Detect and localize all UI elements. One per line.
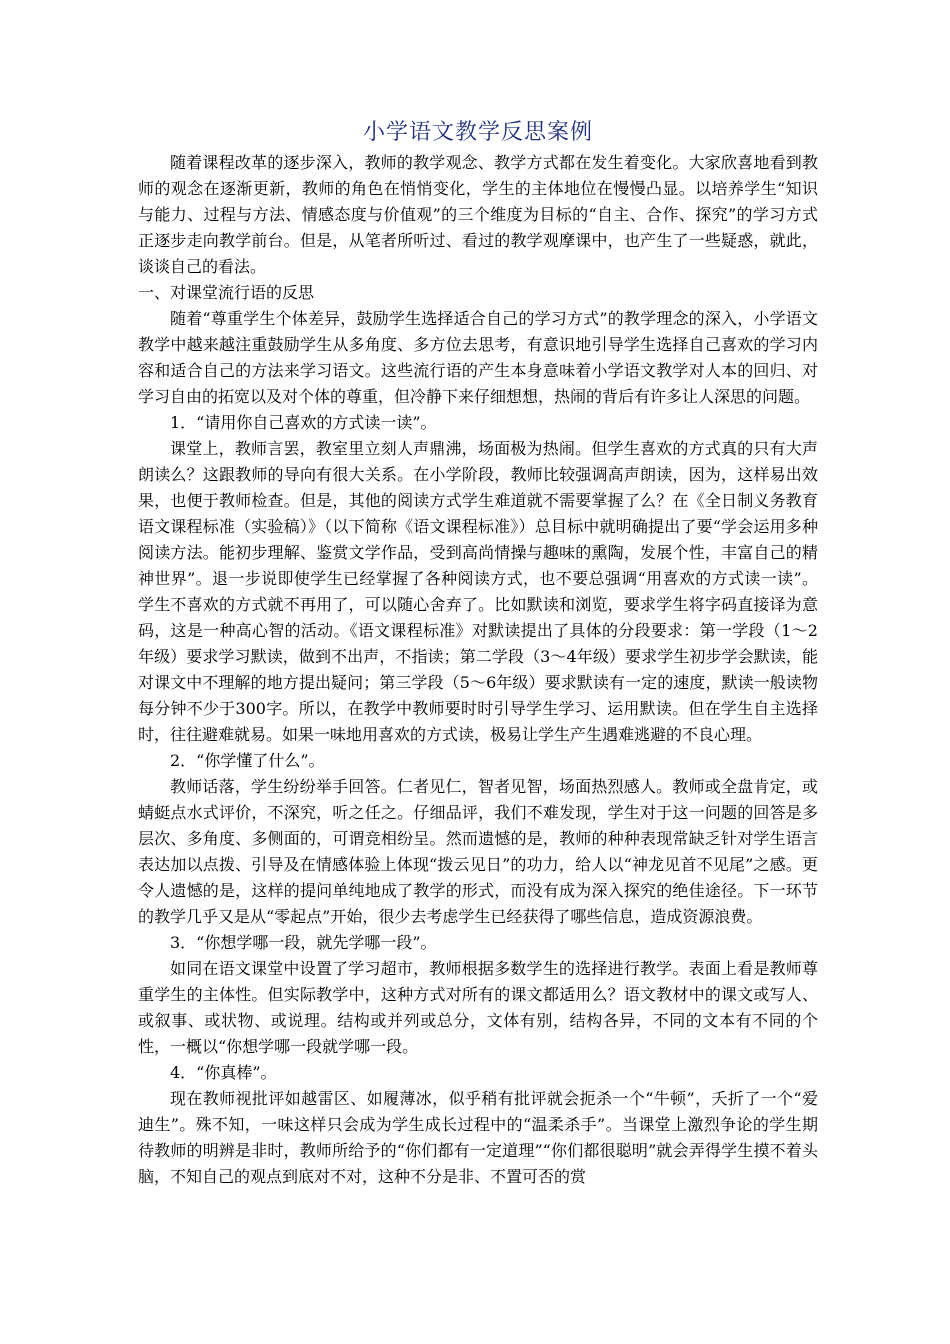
item-heading-4: 4．“你真棒”。 bbox=[170, 1063, 277, 1082]
section-heading-1: 一、对课堂流行语的反思 bbox=[138, 283, 315, 302]
item-body-4: 现在教师视批评如越雷区、如履薄冰，似乎稍有批评就会扼杀一个“牛顿”，夭折了一个“爱迪生”。殊不知，一味这样只会成为学生成长过程中的“温柔杀手”。当课堂上激烈争论的学生期待教师的明辨是非时，教师所给予的“你们都有一定道理”“你们都很聪明”就会弄得学生摸不着头脑，不知自己的观点到底对不对，这种不分是非、不置可否的赏 bbox=[138, 1089, 818, 1186]
item-heading-1: 1．“请用你自己喜欢的方式读一读”。 bbox=[170, 413, 437, 432]
item-body-2: 教师话落，学生纷纷举手回答。仁者见仁，智者见智，场面热烈感人。教师或全盘肯定，或蜻蜓点水式评价，不深究，听之任之。仔细品评，我们不难发现，学生对于这一问题的回答是多层次、多角度、多侧面的，可谓竞相纷呈。然而遗憾的是，教师的种种表现常缺乏针对学生语言表达加以点拨、引导及在情感体验上体现“拨云见日”的功力，给人以“神龙见首不见尾”之感。更令人遗憾的是，这样的提问单纯地成了教学的形式，而没有成为深入探究的绝佳途径。下一环节的教学几乎又是从“零起点”开始，很少去考虑学生已经获得了哪些信息，造成资源浪费。 bbox=[138, 777, 818, 926]
document-title: 小学语文教学反思案例 bbox=[362, 120, 593, 145]
document-page bbox=[138, 118, 818, 1190]
item-heading-3: 3．“你想学哪一段，就先学哪一段”。 bbox=[170, 933, 437, 952]
item-body-3: 如同在语文课堂中设置了学习超市，教师根据多数学生的选择进行教学。表面上看是教师尊重学生的主体性。但实际教学中，这种方式对所有的课文都适用么？语文教材中的课文或写人、或叙事、或状物、或说理。结构或并列或总分，文体有别，结构各异，不同的文本有不同的个性，一概以“你想学哪一段就学哪一段。 bbox=[138, 959, 818, 1056]
item-heading-2: 2．“你学懂了什么”。 bbox=[170, 751, 325, 770]
intro-paragraph: 随着课程改革的逐步深入，教师的教学观念、教学方式都在发生着变化。大家欣喜地看到教师的观念在逐渐更新，教师的角色在悄悄变化，学生的主体地位在慢慢凸显。以培养学生“知识与能力、过程与方法、情感态度与价值观”的三个维度为目标的“自主、合作、探究”的学习方式正逐步走向教学前台。但是，从笔者所听过、看过的教学观摩课中，也产生了一些疑惑，就此，谈谈自己的看法。 bbox=[138, 153, 818, 276]
section1-intro-paragraph: 随着“尊重学生个体差异，鼓励学生选择适合自己的学习方式”的教学理念的深入，小学语文教学中越来越注重鼓励学生从多角度、多方位去思考，有意识地引导学生选择自己喜欢的学习内容和适合自己的方法来学习语文。这些流行语的产生本身意味着小学语文教学对人本的回归、对学习自由的拓宽以及对个体的尊重，但冷静下来仔细想想，热闹的背后有许多让人深思的问题。 bbox=[138, 309, 818, 406]
item-body-1: 课堂上，教师言罢，教室里立刻人声鼎沸，场面极为热闹。但学生喜欢的方式真的只有大声朗读么？这跟教师的导向有很大关系。在小学阶段，教师比较强调高声朗读，因为，这样易出效果，也便于教师检查。但是，其他的阅读方式学生难道就不需要掌握了么？在《全日制义务教育语文课程标准（实验稿）》（以下简称《语文课程标准》）总目标中就明确提出了要“学会运用多种阅读方法。能初步理解、鉴赏文学作品，受到高尚情操与趣味的熏陶，发展个性，丰富自己的精神世界”。退一步说即使学生已经掌握了各种阅读方式，也不要总强调“用喜欢的方式读一读”。学生不喜欢的方式就不再用了，可以随心舍弃了。比如默读和浏览，要求学生将字码直接译为意码，这是一种高心智的活动。《语文课程标准》对默读提出了具体的分段要求：第一学段（1～2年级）要求学习默读，做到不出声，不指读；第二学段（3～4年级）要求学生初步学会默读，能对课文中不理解的地方提出疑问；第三学段（5～6年级）要求默读有一定的速度，默读一般读物每分钟不少于300字。所以，在教学中教师要时时引导学生学习、运用默读。但在学生自主选择时，往往避难就易。如果一味地用喜欢的方式读，极易让学生产生遇难逃避的不良心理。 bbox=[138, 439, 818, 744]
